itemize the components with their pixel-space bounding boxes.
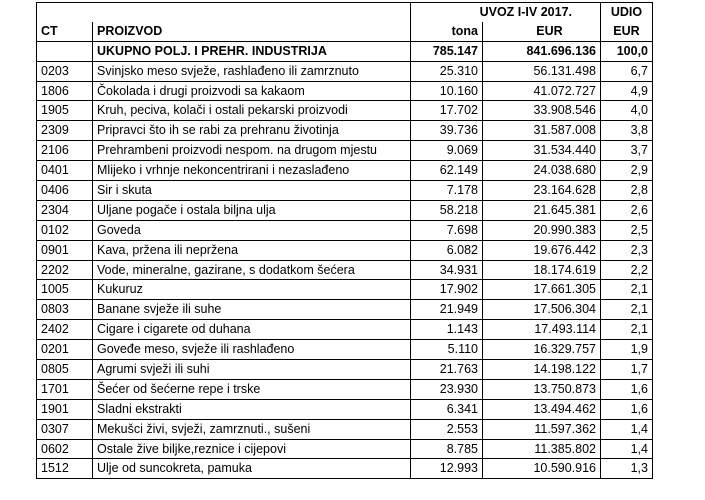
row-name: Kava, pržena ili nepržena [93,240,411,260]
table-row [37,439,653,459]
table-row [37,459,653,479]
row-name: Goveda [93,220,411,240]
row-tona: 7.698 [411,220,483,240]
header-proizvod-empty [93,3,411,22]
header-eur: EUR [483,22,601,41]
row-ct: 1806 [37,81,93,101]
row-eur: 13.494.462 [483,399,601,419]
row-udio: 2,1 [601,280,653,300]
header-udio-top: UDIO [601,3,653,22]
row-udio: 2,5 [601,220,653,240]
row-tona: 6.341 [411,399,483,419]
row-tona: 17.702 [411,101,483,121]
row-udio: 2,2 [601,260,653,280]
row-eur: 41.072.727 [483,81,601,101]
table-row [37,379,653,399]
row-tona: 25.310 [411,61,483,81]
row-ct: 2106 [37,141,93,161]
table-row [37,141,653,161]
table-row [37,340,653,360]
row-eur: 56.131.498 [483,61,601,81]
row-eur: 16.329.757 [483,340,601,360]
row-eur: 20.990.383 [483,220,601,240]
row-udio: 1,9 [601,340,653,360]
row-name: Mekušci živi, svježi, zamrznuti., sušeni [93,419,411,439]
row-udio: 1,7 [601,360,653,380]
row-eur: 17.661.305 [483,280,601,300]
table-row [37,61,653,81]
row-name: Sladni ekstrakti [93,399,411,419]
row-tona: 21.763 [411,360,483,380]
row-udio: 1,3 [601,459,653,479]
row-tona: 5.110 [411,340,483,360]
row-eur: 14.198.122 [483,360,601,380]
row-ct: 2402 [37,320,93,340]
header-row-bottom [37,22,653,41]
row-eur: 13.750.873 [483,379,601,399]
header-row-top [37,3,653,22]
row-udio: 2,3 [601,240,653,260]
row-ct: 1901 [37,399,93,419]
row-tona: 21.949 [411,300,483,320]
table-row [37,300,653,320]
header-ct-empty [37,3,93,22]
row-tona: 58.218 [411,200,483,220]
row-eur: 31.534.440 [483,141,601,161]
header-tona: tona [411,22,483,41]
row-ct: 1905 [37,101,93,121]
row-ct: 1005 [37,280,93,300]
row-name: Kruh, peciva, kolači i ostali pekarski proizvodi [93,101,411,121]
row-eur: 18.174.619 [483,260,601,280]
row-name: Kukuruz [93,280,411,300]
row-ct: 1701 [37,379,93,399]
table-row [37,101,653,121]
header-ct: CT [37,22,93,41]
row-ct: 2309 [37,121,93,141]
row-udio: 3,8 [601,121,653,141]
total-tona: 785.147 [411,41,483,61]
header-proizvod: PROIZVOD [93,22,411,41]
row-udio: 2,9 [601,161,653,181]
row-udio: 6,7 [601,61,653,81]
row-eur: 10.590.916 [483,459,601,479]
row-ct: 0203 [37,61,93,81]
total-udio: 100,0 [601,41,653,61]
row-eur: 24.038.680 [483,161,601,181]
total-name: UKUPNO POLJ. I PREHR. INDUSTRIJA [93,41,411,61]
row-ct: 0805 [37,360,93,380]
row-udio: 3,7 [601,141,653,161]
row-name: Goveđe meso, svježe ili rashlađeno [93,340,411,360]
header-uvoz-group: UVOZ I-IV 2017. [411,3,601,22]
row-udio: 2,6 [601,200,653,220]
row-udio: 1,6 [601,399,653,419]
header-udio-bottom: EUR [601,22,653,41]
row-udio: 1,4 [601,439,653,459]
row-tona: 6.082 [411,240,483,260]
row-ct: 0602 [37,439,93,459]
row-tona: 12.993 [411,459,483,479]
table-row [37,161,653,181]
row-eur: 21.645.381 [483,200,601,220]
row-name: Banane svježe ili suhe [93,300,411,320]
table-row [37,121,653,141]
row-name: Uljane pogače i ostala biljna ulja [93,200,411,220]
row-name: Agrumi svježi ili suhi [93,360,411,380]
row-tona: 23.930 [411,379,483,399]
row-name: Mlijeko i vrhnje nekoncentrirani i nezaslađeno [93,161,411,181]
table-row [37,360,653,380]
total-eur: 841.696.136 [483,41,601,61]
row-name: Vode, mineralne, gazirane, s dodatkom šećera [93,260,411,280]
row-ct: 1512 [37,459,93,479]
table-row [37,181,653,201]
row-ct: 2202 [37,260,93,280]
row-name: Šećer od šećerne repe i trske [93,379,411,399]
row-ct: 0102 [37,220,93,240]
row-name: Ostale žive biljke,reznice i cijepovi [93,439,411,459]
row-udio: 2,1 [601,300,653,320]
row-ct: 0401 [37,161,93,181]
row-ct: 0901 [37,240,93,260]
table-row [37,260,653,280]
row-tona: 2.553 [411,419,483,439]
row-ct: 2304 [37,200,93,220]
total-row [37,41,653,61]
row-udio: 4,0 [601,101,653,121]
row-name: Ulje od suncokreta, pamuka [93,459,411,479]
row-name: Prehrambeni proizvodi nespom. na drugom mjestu [93,141,411,161]
table-row [37,81,653,101]
row-eur: 17.493.114 [483,320,601,340]
row-eur: 11.385.802 [483,439,601,459]
row-udio: 2,8 [601,181,653,201]
row-eur: 23.164.628 [483,181,601,201]
table-row [37,399,653,419]
row-udio: 2,1 [601,320,653,340]
total-ct [37,41,93,61]
row-tona: 9.069 [411,141,483,161]
table-row [37,280,653,300]
row-udio: 4,9 [601,81,653,101]
table-row [37,419,653,439]
row-tona: 34.931 [411,260,483,280]
row-name: Sir i skuta [93,181,411,201]
row-eur: 11.597.362 [483,419,601,439]
row-eur: 33.908.546 [483,101,601,121]
row-tona: 62.149 [411,161,483,181]
table-row [37,240,653,260]
row-name: Čokolada i drugi proizvodi sa kakaom [93,81,411,101]
import-table [36,2,653,479]
row-eur: 31.587.008 [483,121,601,141]
row-ct: 0803 [37,300,93,320]
table-row [37,320,653,340]
row-eur: 17.506.304 [483,300,601,320]
row-tona: 8.785 [411,439,483,459]
row-udio: 1,6 [601,379,653,399]
row-ct: 0406 [37,181,93,201]
row-udio: 1,4 [601,419,653,439]
row-tona: 10.160 [411,81,483,101]
row-ct: 0201 [37,340,93,360]
table-body [37,3,653,479]
table-row [37,200,653,220]
row-name: Pripravci što ih se rabi za prehranu životinja [93,121,411,141]
row-tona: 17.902 [411,280,483,300]
row-tona: 7.178 [411,181,483,201]
row-ct: 0307 [37,419,93,439]
row-name: Svinjsko meso svježe, rashlađeno ili zamrznuto [93,61,411,81]
row-tona: 39.736 [411,121,483,141]
row-tona: 1.143 [411,320,483,340]
table-row [37,220,653,240]
row-name: Cigare i cigarete od duhana [93,320,411,340]
row-eur: 19.676.442 [483,240,601,260]
